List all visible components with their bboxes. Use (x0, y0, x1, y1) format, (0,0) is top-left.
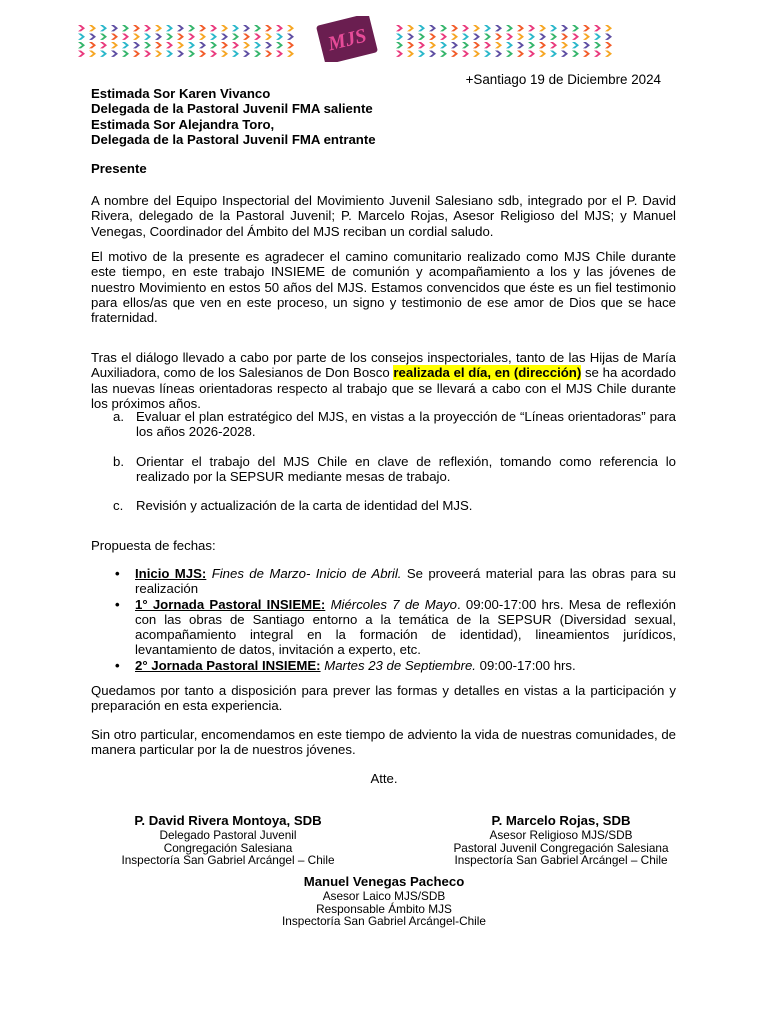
chevron-pattern-mark (583, 42, 590, 48)
chevron-pattern-mark (462, 25, 469, 31)
chevron-pattern-mark (495, 51, 502, 57)
date-item-text (135, 658, 676, 673)
chevron-pattern-mark (78, 34, 85, 40)
chevron-pattern-mark (133, 51, 140, 57)
chevron-pattern-mark (528, 42, 535, 48)
signature-block (430, 813, 692, 867)
chevron-pattern-mark (561, 34, 568, 40)
chevron-pattern-mark (528, 51, 535, 57)
chevron-pattern-mark (287, 42, 294, 48)
chevron-pattern-mark (232, 51, 239, 57)
signature-line: Inspectoría San Gabriel Arcángel – Chile (454, 853, 668, 868)
paragraph-agreement-end: se ha acordado las nuevas líneas orientadoras respecto al trabajo que se llevará a cabo con el MJS Chile durante los próximos años. (91, 365, 676, 411)
chevron-pattern-mark (177, 42, 184, 48)
chevron-pattern-mark (429, 51, 436, 57)
chevron-pattern-mark (539, 25, 546, 31)
chevron-pattern-mark (484, 42, 491, 48)
chevron-pattern-mark (407, 25, 414, 31)
chevron-pattern-mark (188, 42, 195, 48)
paragraph-agreement (91, 350, 676, 411)
chevron-pattern-mark (122, 34, 129, 40)
chevron-pattern-mark (78, 25, 85, 31)
list-item-text: Orientar el trabajo del MJS Chile en clave de reflexión, tomando como referencia lo realizado por la SEPSUR mediante mesas de trabajo. (136, 453, 676, 484)
chevron-pattern-mark (473, 34, 480, 40)
list-item-text: Revisión y actualización de la carta de identidad del MJS. (136, 498, 473, 514)
signature-line: Delegado Pastoral Juvenil (159, 828, 297, 842)
chevron-pattern-mark (100, 51, 107, 57)
chevron-pattern-mark (276, 34, 283, 40)
chevron-pattern-mark (210, 42, 217, 48)
chevron-pattern-mark (572, 42, 579, 48)
signature-block (80, 813, 376, 867)
dates-list (115, 566, 676, 673)
chevron-pattern-mark (254, 25, 261, 31)
chevron-pattern-mark (210, 51, 217, 57)
header-banner (78, 14, 618, 64)
chevron-pattern-mark (506, 34, 513, 40)
paragraph-greeting: A nombre del Equipo Inspectorial del Movimiento Juvenil Salesiano sdb, integrado por el P. David Rivera, delegado de la Pastoral Juvenil; P. Marcelo Rojas, Asesor Religioso del MJS; y Manuel Venegas, Coordinador del Ámbito del MJS reciban un cordial saludo. (91, 193, 676, 239)
chevron-pattern-mark (539, 42, 546, 48)
chevron-pattern-mark (462, 34, 469, 40)
chevron-pattern-mark (418, 42, 425, 48)
chevron-pattern-mark (155, 51, 162, 57)
letter-date: +Santiago 19 de Diciembre 2024 (465, 72, 661, 87)
chevron-pattern-mark (440, 51, 447, 57)
chevron-pattern-mark (594, 42, 601, 48)
chevron-pattern-mark (155, 25, 162, 31)
chevron-pattern-mark (396, 34, 403, 40)
chevron-pattern-mark (177, 34, 184, 40)
chevron-pattern-mark (561, 25, 568, 31)
signature-line: Inspectoría San Gabriel Arcángel-Chile (282, 914, 486, 929)
chevron-pattern-mark (111, 34, 118, 40)
chevron-pattern-mark (199, 34, 206, 40)
addressee-block (91, 86, 376, 148)
chevron-pattern-mark (506, 25, 513, 31)
chevron-pattern-mark (605, 25, 612, 31)
chevron-pattern-mark (122, 51, 129, 57)
date-item (115, 658, 676, 673)
chevron-pattern-mark (144, 42, 151, 48)
chevron-pattern-mark (583, 25, 590, 31)
chevron-pattern-mark (550, 34, 557, 40)
chevron-pattern-mark (232, 25, 239, 31)
list-item-text: Evaluar el plan estratégico del MJS, en vistas a la proyección de “Líneas orientadoras” para los años 2026-2028. (136, 409, 676, 440)
chevron-pattern-mark (177, 51, 184, 57)
list-item (113, 498, 676, 513)
chevron-pattern-mark (221, 34, 228, 40)
chevron-pattern-mark (473, 25, 480, 31)
chevron-pattern-mark (254, 34, 261, 40)
chevron-pattern-mark (78, 42, 85, 48)
chevron-pattern-mark (111, 51, 118, 57)
chevron-pattern-mark (144, 25, 151, 31)
date-item-label: Inicio MJS: (135, 566, 207, 581)
chevron-pattern-mark (166, 34, 173, 40)
dates-heading: Propuesta de fechas: (91, 538, 216, 553)
chevron-pattern-mark (122, 25, 129, 31)
chevron-pattern-mark (265, 34, 272, 40)
chevron-pattern-mark (243, 51, 250, 57)
chevron-pattern-mark (583, 34, 590, 40)
chevron-pattern-mark (133, 42, 140, 48)
chevron-pattern-mark (539, 34, 546, 40)
paragraph-farewell: Sin otro particular, encomendamos en este tiempo de adviento la vida de nuestras comunidades, de manera particular por la de nuestros jóvenes. (91, 727, 676, 758)
chevron-pattern-mark (100, 42, 107, 48)
chevron-pattern-mark (517, 51, 524, 57)
chevron-pattern-mark (265, 42, 272, 48)
chevron-pattern-mark (506, 42, 513, 48)
chevron-pattern-mark (484, 51, 491, 57)
chevron-pattern-mark (539, 51, 546, 57)
bullet-icon: • (115, 566, 120, 581)
chevron-pattern-mark (473, 51, 480, 57)
chevron-pattern-mark (254, 42, 261, 48)
date-item (115, 597, 676, 658)
chevron-pattern-mark (418, 34, 425, 40)
chevron-pattern-mark (122, 42, 129, 48)
signature-line: Pastoral Juvenil Congregación Salesiana (453, 840, 669, 855)
chevron-pattern-mark (265, 25, 272, 31)
chevron-pattern-mark (561, 42, 568, 48)
chevron-pattern-mark (276, 51, 283, 57)
chevron-pattern-mark (451, 51, 458, 57)
chevron-pattern-mark (495, 25, 502, 31)
paragraph-availability: Quedamos por tanto a disposición para prever las formas y detalles en vistas a la participación y preparación en esta experiencia. (91, 683, 676, 714)
chevron-pattern-mark (100, 25, 107, 31)
chevron-pattern-mark (440, 34, 447, 40)
chevron-pattern-mark (517, 42, 524, 48)
signature-name: P. Marcelo Rojas, SDB (491, 813, 631, 828)
date-item-date: Martes 23 de Septiembre. (324, 657, 476, 673)
signature-line: Asesor Laico MJS/SDB (322, 889, 446, 903)
signature-line: Asesor Religioso MJS/SDB (489, 828, 633, 842)
chevron-pattern-mark (572, 51, 579, 57)
chevron-pattern-mark (243, 42, 250, 48)
chevron-pattern-mark (155, 42, 162, 48)
chevron-pattern-mark (287, 25, 294, 31)
chevron-pattern-mark (89, 34, 96, 40)
chevron-pattern-mark (517, 25, 524, 31)
chevron-pattern-mark (166, 25, 173, 31)
chevron-pattern-mark (473, 42, 480, 48)
list-item (113, 409, 676, 440)
chevron-pattern-mark (265, 51, 272, 57)
chevron-pattern-mark (418, 25, 425, 31)
chevron-pattern-mark (550, 51, 557, 57)
decorative-pattern-left (78, 24, 302, 58)
chevron-pattern-mark (517, 34, 524, 40)
chevron-pattern-mark (583, 51, 590, 57)
addressee-line: Delegada de la Pastoral Juvenil FMA saliente (91, 101, 373, 117)
chevron-pattern-mark (243, 34, 250, 40)
date-item (115, 566, 676, 597)
chevron-pattern-mark (166, 51, 173, 57)
chevron-pattern-mark (407, 51, 414, 57)
chevron-pattern-mark (451, 34, 458, 40)
addressee-line: Estimada Sor Alejandra Toro, (91, 116, 275, 132)
chevron-pattern-mark (429, 34, 436, 40)
chevron-pattern-mark (561, 51, 568, 57)
chevron-pattern-mark (78, 51, 85, 57)
chevron-pattern-mark (418, 51, 425, 57)
guidelines-list (113, 409, 676, 513)
chevron-pattern-mark (287, 34, 294, 40)
chevron-pattern-mark (528, 34, 535, 40)
chevron-pattern-mark (594, 25, 601, 31)
signature-name: P. David Rivera Montoya, SDB (134, 813, 322, 828)
chevron-pattern-mark (572, 25, 579, 31)
chevron-pattern-mark (210, 25, 217, 31)
signature-line: Congregación Salesiana (163, 840, 293, 855)
chevron-pattern-mark (155, 34, 162, 40)
chevron-pattern-mark (396, 25, 403, 31)
chevron-pattern-mark (528, 25, 535, 31)
chevron-pattern-mark (133, 25, 140, 31)
signature-name: Manuel Venegas Pacheco (303, 874, 465, 889)
chevron-pattern-mark (188, 51, 195, 57)
list-marker: b. (113, 453, 124, 469)
chevron-pattern-mark (221, 51, 228, 57)
chevron-pattern-mark (166, 42, 173, 48)
chevron-pattern-mark (221, 25, 228, 31)
chevron-pattern-mark (232, 42, 239, 48)
svg-text:MJS: MJS (325, 24, 369, 56)
paragraph-purpose: El motivo de la presente es agradecer el camino comunitario realizado como MJS Chile durante este tiempo, en este trabajo INSIEME de comunión y acompañamiento a los y las jóvenes de nuestro Movimiento en estos 50 años del MJS. Estamos convencidos que éste es un fiel testimonio para ellos/as que ven en este proceso, un signo y testimonio de ese amor de Dios que se hace fraternidad. (91, 249, 676, 326)
date-item-detail: 09:00-17:00 hrs. (475, 657, 576, 673)
closing: Atte. (370, 771, 398, 786)
chevron-pattern-mark (243, 25, 250, 31)
chevron-pattern-mark (199, 25, 206, 31)
chevron-pattern-mark (276, 25, 283, 31)
chevron-pattern-mark (232, 34, 239, 40)
chevron-pattern-mark (462, 51, 469, 57)
chevron-pattern-mark (495, 42, 502, 48)
chevron-pattern-mark (396, 42, 403, 48)
paragraph-agreement-start: Tras el diálogo llevado a cabo por parte de los consejos inspectoriales, tanto de las Hijas de María Auxiliadora, como de los Salesianos de Don Bosco (91, 350, 676, 381)
date-item-text (135, 566, 676, 597)
date-item-text (135, 597, 676, 658)
chevron-pattern-mark (89, 25, 96, 31)
chevron-pattern-mark (188, 34, 195, 40)
chevron-pattern-mark (287, 51, 294, 57)
chevron-pattern-mark (451, 25, 458, 31)
date-item-label: 2° Jornada Pastoral INSIEME: (135, 657, 321, 673)
bullet-icon: • (115, 657, 120, 673)
chevron-pattern-mark (429, 42, 436, 48)
signature-block (234, 874, 534, 928)
date-item-date: Fines de Marzo- Inicio de Abril. (211, 566, 402, 581)
chevron-pattern-mark (440, 25, 447, 31)
chevron-pattern-mark (407, 42, 414, 48)
chevron-pattern-mark (254, 51, 261, 57)
chevron-pattern-mark (89, 42, 96, 48)
addressee-line: Estimada Sor Karen Vivanco (91, 86, 271, 101)
list-marker: c. (113, 498, 124, 514)
chevron-pattern-mark (594, 34, 601, 40)
chevron-pattern-mark (199, 51, 206, 57)
date-item-date: Miércoles 7 de Mayo (330, 596, 457, 612)
chevron-pattern-mark (210, 34, 217, 40)
date-item-detail: . 09:00-17:00 hrs. Mesa de reflexión con las obras de Santiago entorno a la temática de la SEPSUR (Diversidad sexual, acompañamiento integral en la formación de identidad), lineamientos jurídicos, levantamiento de datos, invitación a experto, etc. (135, 596, 677, 658)
chevron-pattern-mark (550, 42, 557, 48)
chevron-pattern-mark (407, 34, 414, 40)
chevron-pattern-mark (396, 51, 403, 57)
chevron-pattern-mark (495, 34, 502, 40)
chevron-pattern-mark (550, 25, 557, 31)
highlighted-placeholder: realizada el día, en (dirección) (393, 365, 582, 381)
date-item-detail: Se proveerá material para las obras para su realización (135, 566, 677, 597)
addressee-line: Delegada de la Pastoral Juvenil FMA entrante (91, 132, 376, 148)
chevron-pattern-mark (89, 51, 96, 57)
chevron-pattern-mark (221, 42, 228, 48)
chevron-pattern-mark (276, 42, 283, 48)
chevron-pattern-mark (605, 34, 612, 40)
chevron-pattern-mark (177, 25, 184, 31)
chevron-pattern-mark (484, 25, 491, 31)
chevron-pattern-mark (572, 34, 579, 40)
chevron-pattern-mark (429, 25, 436, 31)
chevron-pattern-mark (111, 42, 118, 48)
chevron-pattern-mark (462, 42, 469, 48)
chevron-pattern-mark (451, 42, 458, 48)
chevron-pattern-mark (144, 51, 151, 57)
chevron-pattern-mark (144, 34, 151, 40)
chevron-pattern-mark (133, 34, 140, 40)
signature-line: Inspectoría San Gabriel Arcángel – Chile (121, 853, 335, 868)
chevron-pattern-mark (594, 51, 601, 57)
bullet-icon: • (115, 596, 120, 612)
chevron-pattern-mark (111, 25, 118, 31)
chevron-pattern-mark (605, 42, 612, 48)
date-item-label: 1° Jornada Pastoral INSIEME: (135, 596, 326, 612)
chevron-pattern-mark (188, 25, 195, 31)
chevron-pattern-mark (199, 42, 206, 48)
chevron-pattern-mark (484, 34, 491, 40)
decorative-pattern-right (396, 24, 618, 58)
signature-line: Responsable Ámbito MJS (316, 901, 452, 916)
presente-label: Presente (91, 161, 147, 176)
list-marker: a. (113, 409, 124, 424)
chevron-pattern-mark (506, 51, 513, 57)
list-item (113, 454, 676, 485)
chevron-pattern-mark (100, 34, 107, 40)
mjs-logo (310, 16, 384, 62)
chevron-pattern-mark (605, 51, 612, 57)
chevron-pattern-mark (440, 42, 447, 48)
